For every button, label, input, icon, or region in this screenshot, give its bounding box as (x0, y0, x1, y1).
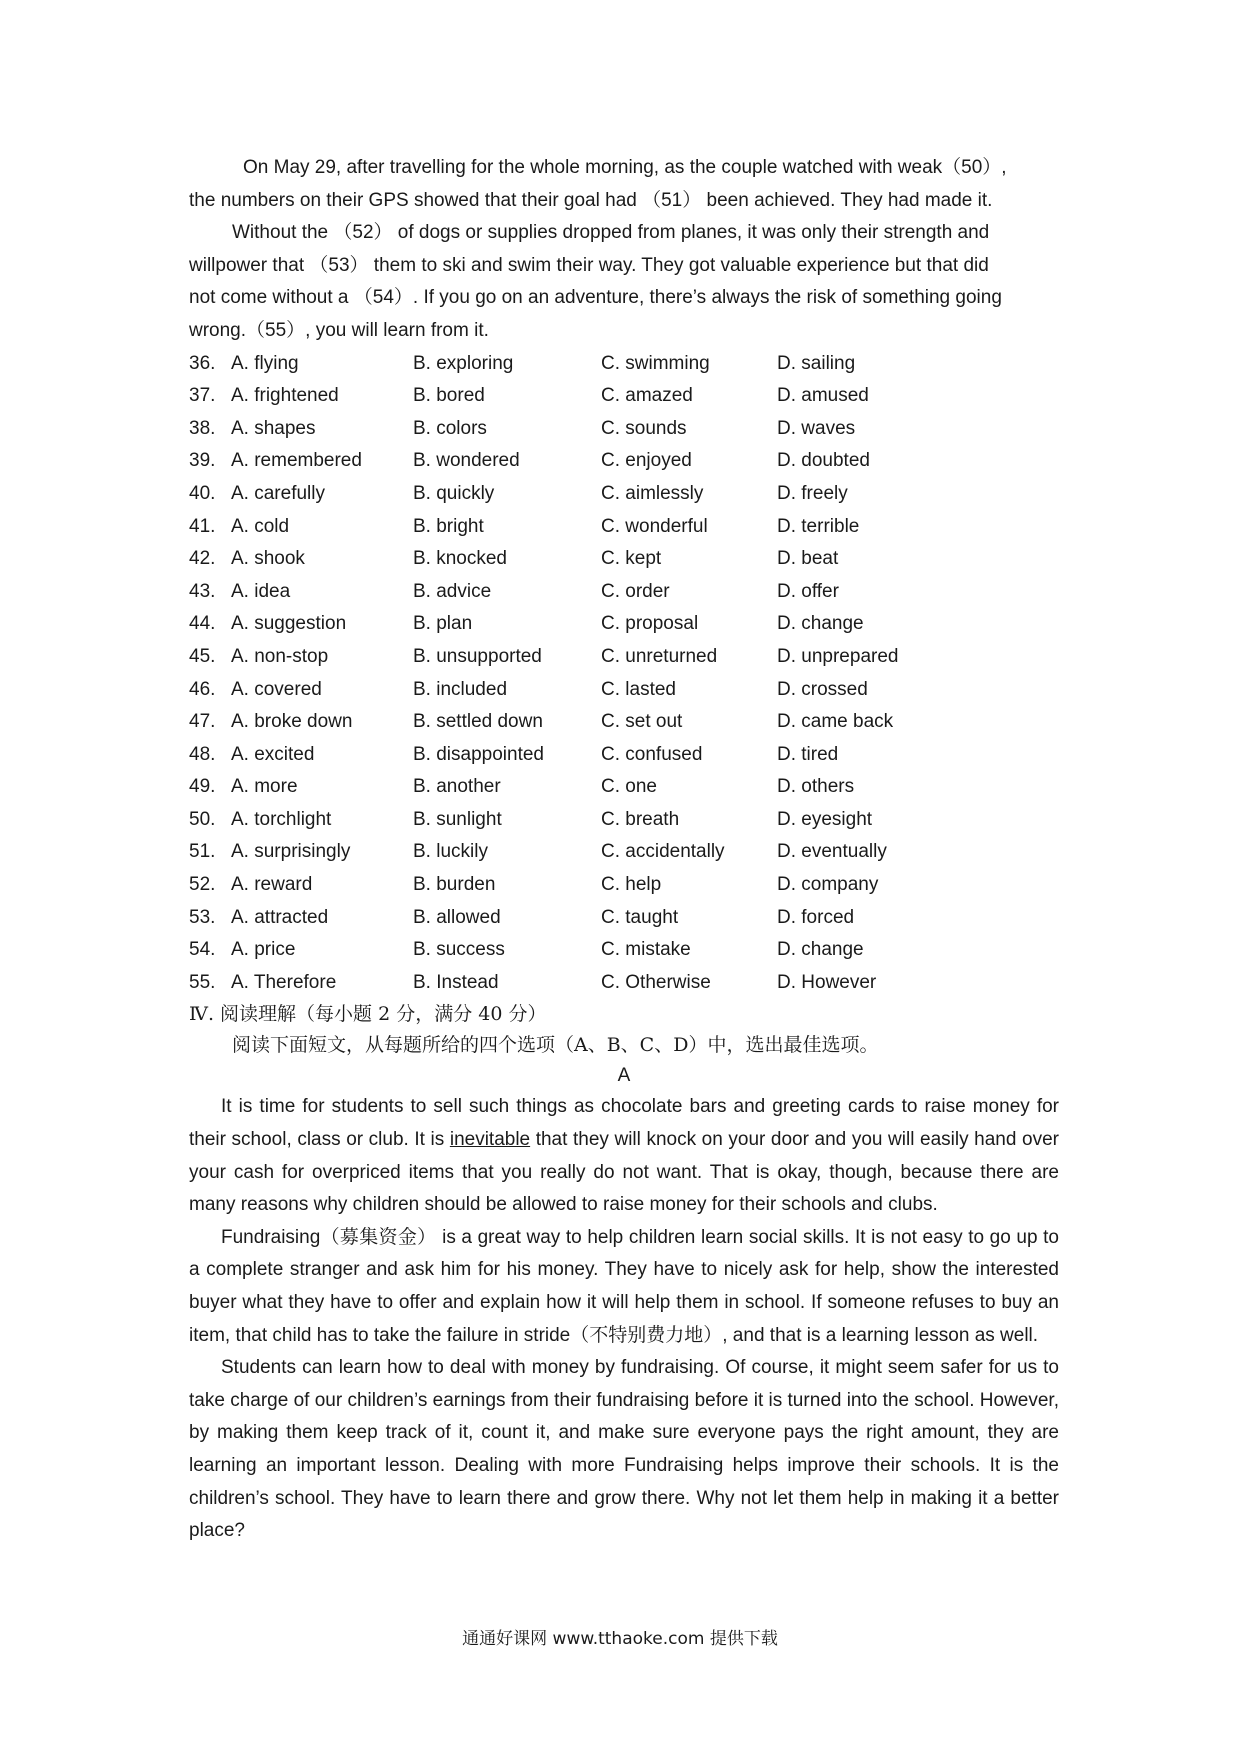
option-a: A. carefully (231, 482, 325, 504)
option-a: A. shook (231, 548, 305, 570)
question-number: 38. (189, 417, 216, 439)
option-a: A. reward (231, 874, 313, 896)
option-a: A. suggestion (231, 613, 347, 635)
option-d: D. freely (777, 482, 848, 504)
option-b: B. sunlight (413, 808, 502, 830)
option-a: A. shapes (231, 417, 316, 439)
option-b: B. wondered (413, 450, 520, 472)
option-a: A. attracted (231, 906, 329, 928)
option-row (189, 804, 1059, 837)
paragraph (189, 1091, 1059, 1221)
question-number: 41. (189, 515, 216, 537)
option-b: B. settled down (413, 711, 543, 733)
question-number: 40. (189, 482, 216, 504)
options-list (189, 348, 1059, 1000)
page-footer: 通通好课网 www.tthaoke.com 提供下载 (462, 1629, 778, 1649)
paragraph (189, 1222, 1059, 1352)
option-b: B. another (413, 776, 501, 798)
option-b: B. bright (413, 515, 484, 537)
option-b: B. Instead (413, 971, 499, 993)
option-d: D. However (777, 971, 877, 993)
passage-top (189, 152, 1059, 348)
paragraph-text: that they will knock on your door and you will easily hand over your cash for overpriced items that you really do not want. That is okay, though, because there are many reasons why children should be allowed to raise money for their schools and clubs. (189, 1129, 1059, 1216)
option-row (189, 348, 1059, 381)
option-d: D. change (777, 939, 864, 961)
option-d: D. beat (777, 548, 839, 570)
option-d: D. came back (777, 711, 894, 733)
question-number: 45. (189, 645, 216, 667)
question-number: 54. (189, 939, 216, 961)
option-c: C. mistake (601, 939, 691, 961)
option-d: D. forced (777, 906, 855, 928)
option-c: C. wonderful (601, 515, 708, 537)
option-row (189, 608, 1059, 641)
question-number: 49. (189, 776, 216, 798)
question-number: 36. (189, 352, 216, 374)
text-line: willpower that （53） them to ski and swim their way. They got valuable experience but that did (189, 254, 989, 276)
passage-a (189, 1091, 1059, 1547)
text-line: wrong.（55）, you will learn from it. (189, 319, 489, 341)
option-c: C. one (601, 776, 657, 798)
option-c: C. unreturned (601, 645, 718, 667)
option-row (189, 478, 1059, 511)
option-b: B. advice (413, 580, 492, 602)
option-c: C. enjoyed (601, 450, 692, 472)
option-a: A. covered (231, 678, 322, 700)
option-b: B. unsupported (413, 645, 542, 667)
option-row (189, 445, 1059, 478)
option-a: A. flying (231, 352, 299, 374)
option-a: A. torchlight (231, 808, 332, 830)
paragraph-text: It is time for students to sell such things as chocolate bars and greeting cards to raise money for their school, class or club. It is (189, 1096, 1059, 1151)
option-row (189, 413, 1059, 446)
option-c: C. kept (601, 548, 662, 570)
question-number: 46. (189, 678, 216, 700)
option-d: D. unprepared (777, 645, 899, 667)
option-d: D. amused (777, 385, 869, 407)
option-b: B. allowed (413, 906, 501, 928)
option-b: B. included (413, 678, 508, 700)
option-row (189, 641, 1059, 674)
option-d: D. waves (777, 417, 856, 439)
option-d: D. company (777, 874, 879, 896)
option-c: C. breath (601, 808, 680, 830)
option-b: B. burden (413, 874, 496, 896)
option-c: C. confused (601, 743, 703, 765)
paragraph (189, 152, 1059, 217)
text-line: not come without a （54）. If you go on an adventure, there’s always the risk of something going (189, 287, 1002, 309)
paragraph (189, 1352, 1059, 1548)
question-number: 42. (189, 548, 216, 570)
option-row (189, 934, 1059, 967)
question-number: 55. (189, 971, 216, 993)
section-instruction: 阅读下面短文，从每题所给的四个选项（A、B、C、D）中，选出最佳选项。 (232, 1034, 879, 1057)
question-number: 44. (189, 613, 216, 635)
option-d: D. doubted (777, 450, 870, 472)
option-d: D. others (777, 776, 855, 798)
option-c: C. proposal (601, 613, 699, 635)
option-b: B. bored (413, 385, 485, 407)
option-d: D. change (777, 613, 864, 635)
option-row (189, 511, 1059, 544)
option-row (189, 380, 1059, 413)
option-row (189, 739, 1059, 772)
option-c: C. order (601, 580, 670, 602)
text-line: Without the （52） of dogs or supplies dropped from planes, it was only their strength and (232, 222, 990, 244)
option-c: C. amazed (601, 385, 693, 407)
option-row (189, 771, 1059, 804)
option-c: C. accidentally (601, 841, 725, 863)
option-c: C. Otherwise (601, 971, 711, 993)
option-a: A. cold (231, 515, 290, 537)
option-b: B. disappointed (413, 743, 544, 765)
option-row (189, 706, 1059, 739)
question-number: 43. (189, 580, 216, 602)
question-number: 37. (189, 385, 216, 407)
option-a: A. excited (231, 743, 315, 765)
option-b: B. luckily (413, 841, 488, 863)
option-row (189, 543, 1059, 576)
paragraph (189, 217, 1059, 347)
question-number: 53. (189, 906, 216, 928)
option-c: C. help (601, 874, 662, 896)
option-row (189, 576, 1059, 609)
option-c: C. lasted (601, 678, 676, 700)
option-a: A. surprisingly (231, 841, 351, 863)
option-b: B. plan (413, 613, 473, 635)
text-line: On May 29, after travelling for the whole morning, as the couple watched with weak（50）, (243, 157, 1007, 178)
option-d: D. crossed (777, 678, 868, 700)
question-number: 51. (189, 841, 216, 863)
option-a: A. idea (231, 580, 291, 602)
paragraph-text: Fundraising（募集资金） is a great way to help children learn social skills. It is not easy to go up to a complete stranger and ask him for his money. They have to nicely ask for help, show the interested buyer what they have to offer and explain how it will help them in school. If someone refuses to buy an item, that child has to take the failure in stride（不特别费力地）, and that is a learning lesson as well. (189, 1226, 1059, 1346)
option-c: C. swimming (601, 352, 710, 374)
option-b: B. colors (413, 417, 487, 439)
question-number: 48. (189, 743, 216, 765)
question-number: 47. (189, 711, 216, 733)
option-d: D. sailing (777, 352, 856, 374)
option-row (189, 836, 1059, 869)
option-d: D. tired (777, 743, 839, 765)
option-a: A. more (231, 776, 298, 798)
option-c: C. aimlessly (601, 482, 704, 504)
question-number: 39. (189, 450, 216, 472)
passage-letter: A (617, 1065, 631, 1087)
option-c: C. set out (601, 711, 683, 733)
option-a: A. Therefore (231, 971, 337, 993)
underlined-word: inevitable (449, 1129, 531, 1151)
section-title: Ⅳ. 阅读理解（每小题 2 分，满分 40 分） (189, 1003, 547, 1026)
option-b: B. quickly (413, 482, 495, 504)
option-a: A. frightened (231, 385, 339, 407)
option-a: A. broke down (231, 711, 353, 733)
text-line: the numbers on their GPS showed that their goal had （51） been achieved. They had made it. (189, 189, 993, 211)
question-number: 52. (189, 874, 216, 896)
question-number: 50. (189, 808, 216, 830)
option-c: C. taught (601, 906, 679, 928)
option-b: B. success (413, 939, 505, 961)
option-b: B. knocked (413, 548, 507, 570)
option-d: D. eyesight (777, 808, 873, 830)
document-page (189, 152, 1059, 1548)
option-d: D. terrible (777, 515, 860, 537)
option-a: A. remembered (231, 450, 362, 472)
option-d: D. eventually (777, 841, 887, 863)
paragraph-text: Students can learn how to deal with money by fundraising. Of course, it might seem safer for us to take charge of our children’s earnings from their fundraising before it is turned into the school. However, by making them keep track of it, count it, and make sure everyone pays the right amount, they are learning an important lesson. Dealing with more Fundraising helps improve their schools. It is the children’s school. They have to learn there and grow there. Why not let them help in making it a better place? (189, 1357, 1059, 1542)
option-row (189, 902, 1059, 935)
option-a: A. non-stop (231, 645, 329, 667)
option-c: C. sounds (601, 417, 687, 439)
option-b: B. exploring (413, 352, 514, 374)
option-a: A. price (231, 939, 296, 961)
option-row (189, 674, 1059, 707)
option-row (189, 967, 1059, 1000)
option-d: D. offer (777, 580, 839, 602)
option-row (189, 869, 1059, 902)
